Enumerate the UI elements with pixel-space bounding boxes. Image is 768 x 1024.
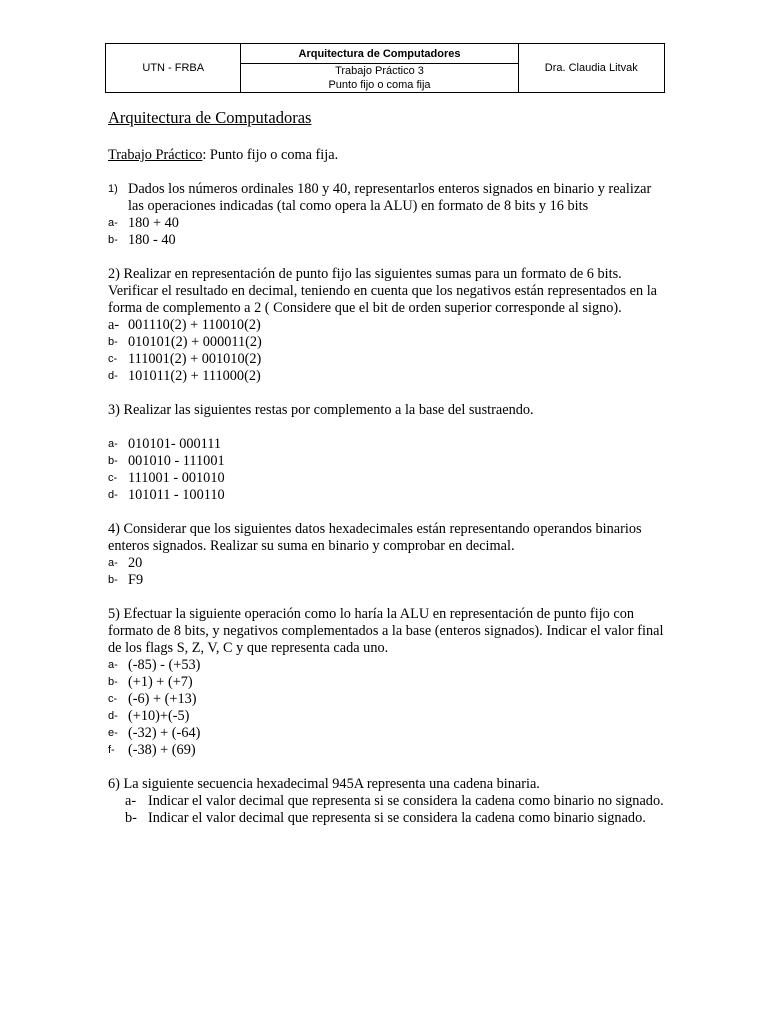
item-label: d- [108, 710, 118, 722]
item-text: (-85) - (+53) [128, 657, 201, 673]
item-label: b- [108, 234, 118, 246]
item-text: 101011(2) + 111000(2) [128, 368, 261, 384]
list-item [108, 334, 668, 351]
course-title-cell: Arquitectura de Computadores [241, 44, 518, 64]
list-item [108, 555, 668, 572]
question-4-text: 4) Considerar que los siguientes datos hexadecimales están representando operandos binarios enteros signados. Realizar su suma en binario y comprobar en decimal. [108, 521, 642, 554]
item-text: 001110(2) + 110010(2) [128, 317, 261, 333]
list-item [108, 742, 668, 759]
tp-cell [241, 64, 518, 93]
item-text: 180 + 40 [128, 215, 179, 231]
list-item [108, 691, 668, 708]
list-item [108, 232, 668, 249]
list-item [108, 725, 668, 742]
list-item [108, 368, 668, 385]
item-text: (-38) + (69) [128, 742, 196, 758]
subtitle-label: Trabajo Práctico [108, 147, 203, 163]
list-item [108, 436, 668, 453]
document-body [108, 108, 668, 827]
item-text: Indicar el valor decimal que representa si se considera la cadena como binario no signado. [148, 793, 664, 809]
item-label: b- [108, 676, 118, 688]
item-label: a- [108, 659, 118, 671]
question-1 [108, 181, 668, 215]
institution-cell: UTN - FRBA [106, 44, 241, 93]
item-label: d- [108, 489, 118, 501]
header-table [105, 43, 665, 93]
item-text: F9 [128, 572, 144, 588]
item-label: c- [108, 353, 118, 365]
professor-cell: Dra. Claudia Litvak [518, 44, 664, 93]
question-5-text: 5) Efectuar la siguiente operación como lo haría la ALU en representación de punto fijo con formato de 8 bits, y negativos complementados a la base (enteros signados). Indicar el valor final de los flags S, Z, V, C y que representa cada uno. [108, 606, 664, 656]
list-item [108, 674, 668, 691]
item-label: b- [125, 810, 137, 826]
item-text: 010101- 000111 [128, 436, 222, 452]
list-item [108, 317, 668, 334]
list-item [108, 351, 668, 368]
item-text: 111001(2) + 001010(2) [128, 351, 262, 367]
list-item [108, 487, 668, 504]
list-item [108, 708, 668, 725]
question-1-number: 1) [108, 183, 118, 195]
item-text: (+10)+(-5) [128, 708, 190, 724]
item-text: (-32) + (-64) [128, 725, 201, 741]
item-label: c- [108, 472, 118, 484]
item-label: a- [125, 793, 137, 809]
item-text: 180 - 40 [128, 232, 176, 248]
item-text: 111001 - 001010 [128, 470, 225, 486]
question-2-text: 2) Realizar en representación de punto fijo las siguientes sumas para un formato de 6 bits. Verificar el resultado en decimal, teniendo en cuenta que los negativos están representados en la forma de complemento a 2 ( Considere que el bit de orden superior corresponde al signo). [108, 266, 658, 316]
item-label: b- [108, 336, 118, 348]
item-label: b- [108, 574, 118, 586]
item-label: a- [108, 217, 118, 229]
item-text: 20 [128, 555, 143, 571]
question-6-text: 6) La siguiente secuencia hexadecimal 945A representa una cadena binaria. [108, 776, 540, 792]
item-text: (+1) + (+7) [128, 674, 193, 690]
item-label: d- [108, 370, 118, 382]
subtitle-rest: : Punto fijo o coma fija. [202, 147, 339, 163]
list-item [108, 453, 668, 470]
item-label: c- [108, 693, 118, 705]
question-1-text: Dados los números ordinales 180 y 40, representarlos enteros signados en binario y realizar las operaciones indicadas (tal como opera la ALU) en formato de 8 bits y 16 bits [128, 181, 652, 214]
item-label: a- [108, 438, 118, 450]
item-text: 001010 - 111001 [128, 453, 225, 469]
list-item [108, 215, 668, 232]
question-3-text: 3) Realizar las siguientes restas por complemento a la base del sustraendo. [108, 402, 534, 418]
list-item [108, 810, 668, 827]
list-item [108, 793, 668, 810]
item-label: a- [108, 557, 118, 569]
tp-number: Trabajo Práctico 3 [335, 65, 424, 77]
list-item [108, 657, 668, 674]
item-label: b- [108, 455, 118, 467]
item-label: a- [108, 317, 120, 333]
item-label: f- [108, 744, 115, 756]
item-text: (-6) + (+13) [128, 691, 197, 707]
item-text: Indicar el valor decimal que representa si se considera la cadena como binario signado. [148, 810, 646, 826]
item-text: 010101(2) + 000011(2) [128, 334, 262, 350]
list-item [108, 470, 668, 487]
item-text: 101011 - 100110 [128, 487, 225, 503]
item-label: e- [108, 727, 118, 739]
subtitle [108, 147, 668, 164]
tp-topic: Punto fijo o coma fija [328, 79, 431, 91]
list-item [108, 572, 668, 589]
doc-title: Arquitectura de Computadoras [108, 108, 312, 127]
